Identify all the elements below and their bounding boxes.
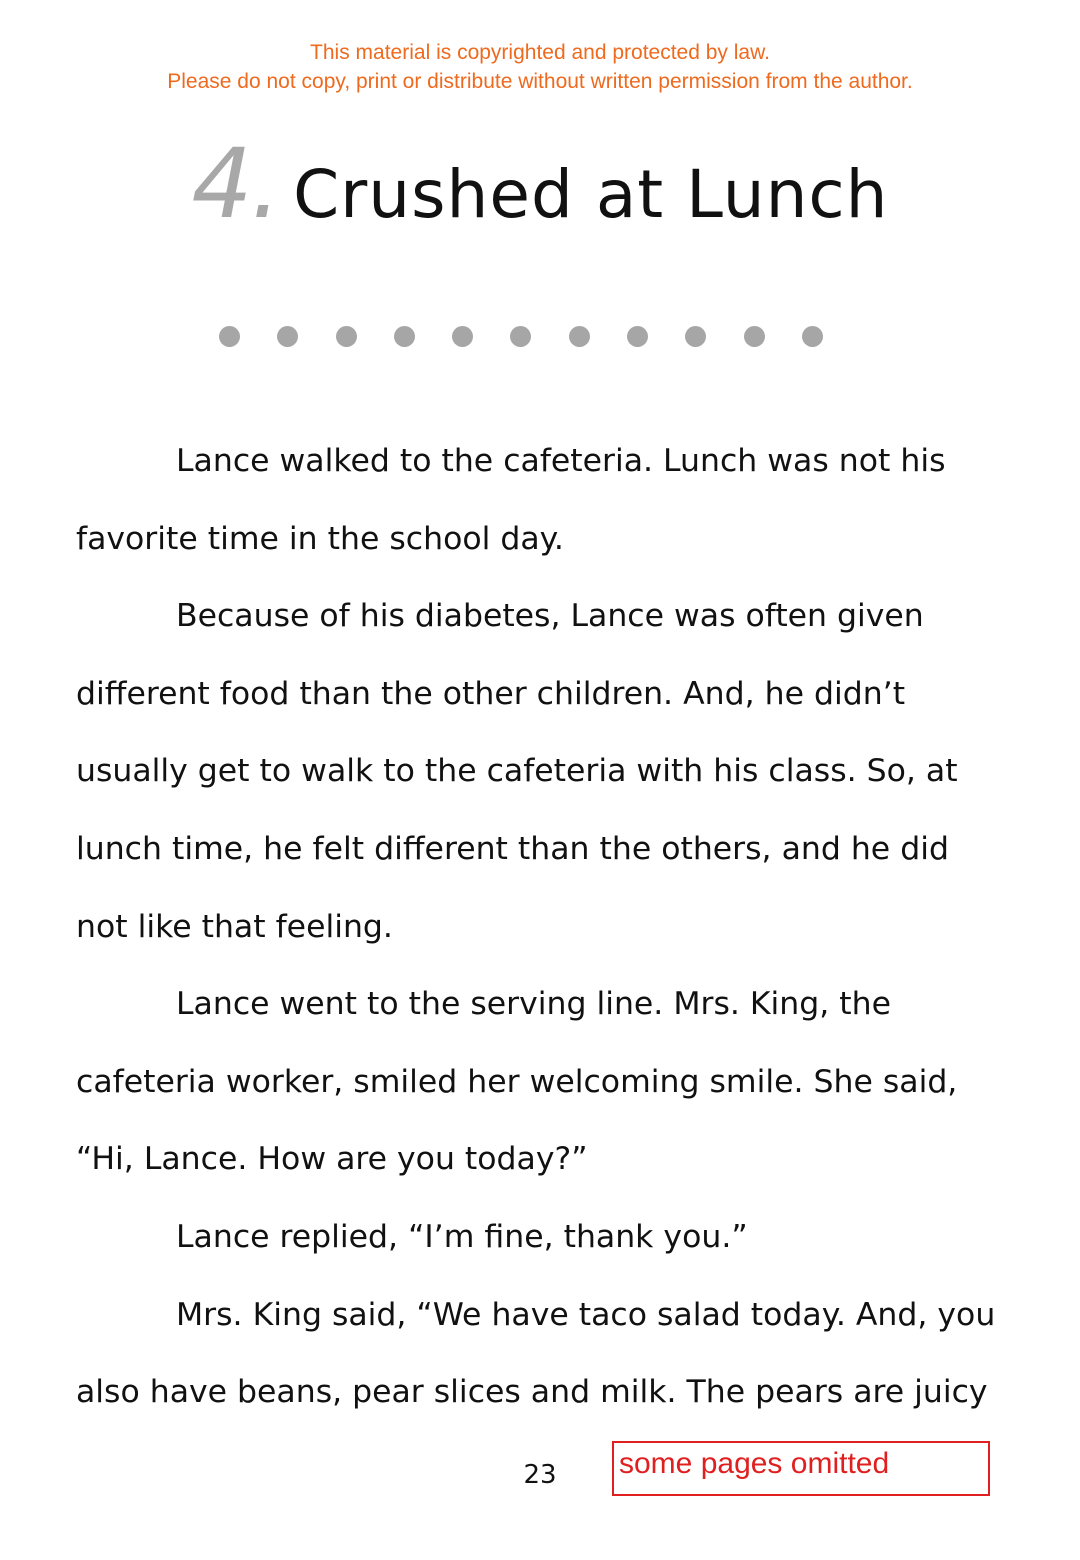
text-line: also have beans, pear slices and milk. The pears are juicy (76, 1374, 988, 1411)
story-body (76, 423, 1006, 1432)
text-line: Lance went to the serving line. Mrs. King, the (176, 986, 891, 1023)
pages-omitted-notice (612, 1441, 990, 1496)
chapter-title: Crushed at Lunch (293, 156, 889, 233)
pages-omitted-label: some pages omitted (619, 1447, 890, 1480)
text-line: Lance replied, “I’m fine, thank you.” (176, 1218, 748, 1255)
text-line: Mrs. King said, “We have taco salad today. And, you (176, 1296, 996, 1333)
divider-dot (394, 326, 415, 347)
text-line: usually get to walk to the cafeteria with his class. So, at (76, 753, 958, 790)
decorative-dot-divider (219, 326, 823, 348)
divider-dot (627, 326, 648, 347)
divider-dot (277, 326, 298, 347)
chapter-number: 4. (191, 128, 280, 240)
divider-dot (569, 326, 590, 347)
divider-dot (336, 326, 357, 347)
copyright-notice (0, 38, 1080, 96)
divider-dot (219, 326, 240, 347)
text-line: Lance walked to the cafeteria. Lunch was not his (176, 443, 946, 479)
text-line: cafeteria worker, smiled her welcoming smile. She said, (76, 1063, 958, 1100)
chapter-heading (0, 128, 1080, 258)
text-line: “Hi, Lance. How are you today?” (76, 1141, 588, 1178)
text-line: different food than the other children. And, he didn’t (76, 675, 906, 712)
copyright-notice-line: This material is copyrighted and protected by law. (310, 41, 770, 64)
text-line: Because of his diabetes, Lance was often given (176, 598, 924, 635)
text-line: favorite time in the school day. (76, 520, 564, 557)
page-number: 23 (523, 1460, 557, 1490)
divider-dot (685, 326, 706, 347)
divider-dot (510, 326, 531, 347)
copyright-notice-line: Please do not copy, print or distribute without written permission from the author. (167, 70, 913, 93)
divider-dot (744, 326, 765, 347)
text-line: lunch time, he felt different than the others, and he did (76, 830, 949, 867)
text-line: not like that feeling. (76, 908, 393, 945)
divider-dot (802, 326, 823, 347)
divider-dot (452, 326, 473, 347)
